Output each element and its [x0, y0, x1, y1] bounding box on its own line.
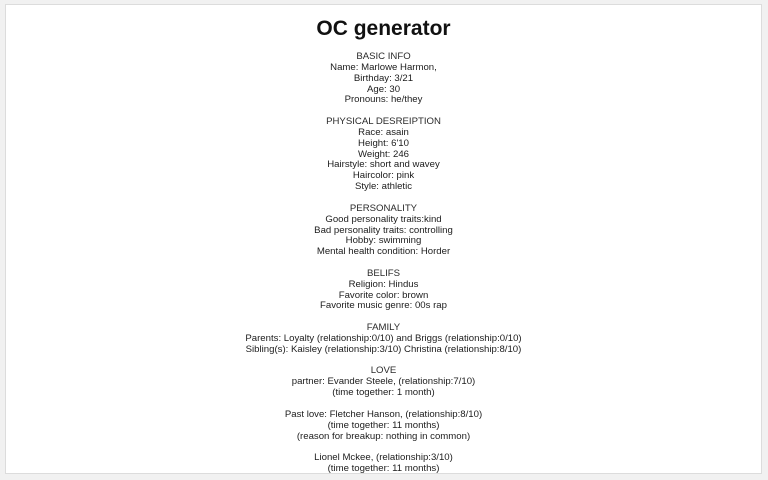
style-line: Style: athletic	[354, 181, 413, 193]
weight-line: Weight: 246	[357, 148, 410, 160]
age-line: Age: 30	[366, 83, 401, 95]
section-past-love-2	[6, 453, 761, 474]
height-line: Height: 6'10	[358, 137, 409, 149]
good-traits-line: Good personality traits:kind	[325, 213, 442, 225]
past-love-line: Lionel Mckee, (relationship:3/10)	[314, 452, 453, 464]
past-love-time-line: (time together: 11 months)	[327, 419, 440, 431]
section-beliefs	[6, 269, 761, 312]
section-heading: LOVE	[370, 365, 397, 377]
religion-line: Religion: Hindus	[348, 278, 419, 290]
character-sheet	[6, 52, 761, 474]
favorite-music-line: Favorite music genre: 00s rap	[320, 300, 447, 312]
name-line: Name: Marlowe Harmon,	[330, 61, 437, 73]
section-personality	[6, 204, 761, 258]
race-line: Race: asain	[358, 126, 409, 138]
pronouns-line: Pronouns: he/they	[344, 94, 423, 106]
section-family	[6, 323, 761, 356]
parents-line: Parents: Loyalty (relationship:0/10) and Briggs (relationship:0/10)	[245, 332, 522, 344]
hairstyle-line: Hairstyle: short and wavey	[327, 159, 440, 171]
section-basic-info	[6, 52, 761, 106]
siblings-line: Sibling(s): Kaisley (relationship:3/10) Christina (relationship:8/10)	[245, 343, 522, 355]
section-heading: BELIFS	[366, 267, 401, 279]
partner-line: partner: Evander Steele, (relationship:7/10)	[291, 376, 476, 388]
past-love-breakup-line: (reason for breakup: nothing in common)	[296, 430, 471, 442]
page-title: OC generator	[316, 17, 451, 40]
past-love-time-line: (time together: 11 months)	[327, 463, 440, 474]
haircolor-line: Haircolor: pink	[352, 170, 415, 182]
section-love	[6, 366, 761, 399]
section-past-love-1	[6, 410, 761, 443]
past-love-line: Past love: Fletcher Hanson, (relationship:8/10)	[284, 408, 483, 420]
section-heading: PHYSICAL DESREIPTION	[326, 116, 441, 128]
section-heading: PERSONALITY	[349, 202, 418, 214]
document-page	[5, 4, 762, 474]
section-physical-description	[6, 117, 761, 193]
hobby-line: Hobby: swimming	[345, 235, 422, 247]
bad-traits-line: Bad personality traits: controlling	[314, 224, 453, 236]
partner-time-line: (time together: 1 month)	[332, 387, 435, 399]
mental-health-line: Mental health condition: Horder	[316, 246, 451, 258]
favorite-color-line: Favorite color: brown	[338, 289, 429, 301]
birthday-line: Birthday: 3/21	[353, 72, 414, 84]
section-heading: FAMILY	[366, 322, 401, 334]
section-heading: BASIC INFO	[356, 51, 411, 62]
